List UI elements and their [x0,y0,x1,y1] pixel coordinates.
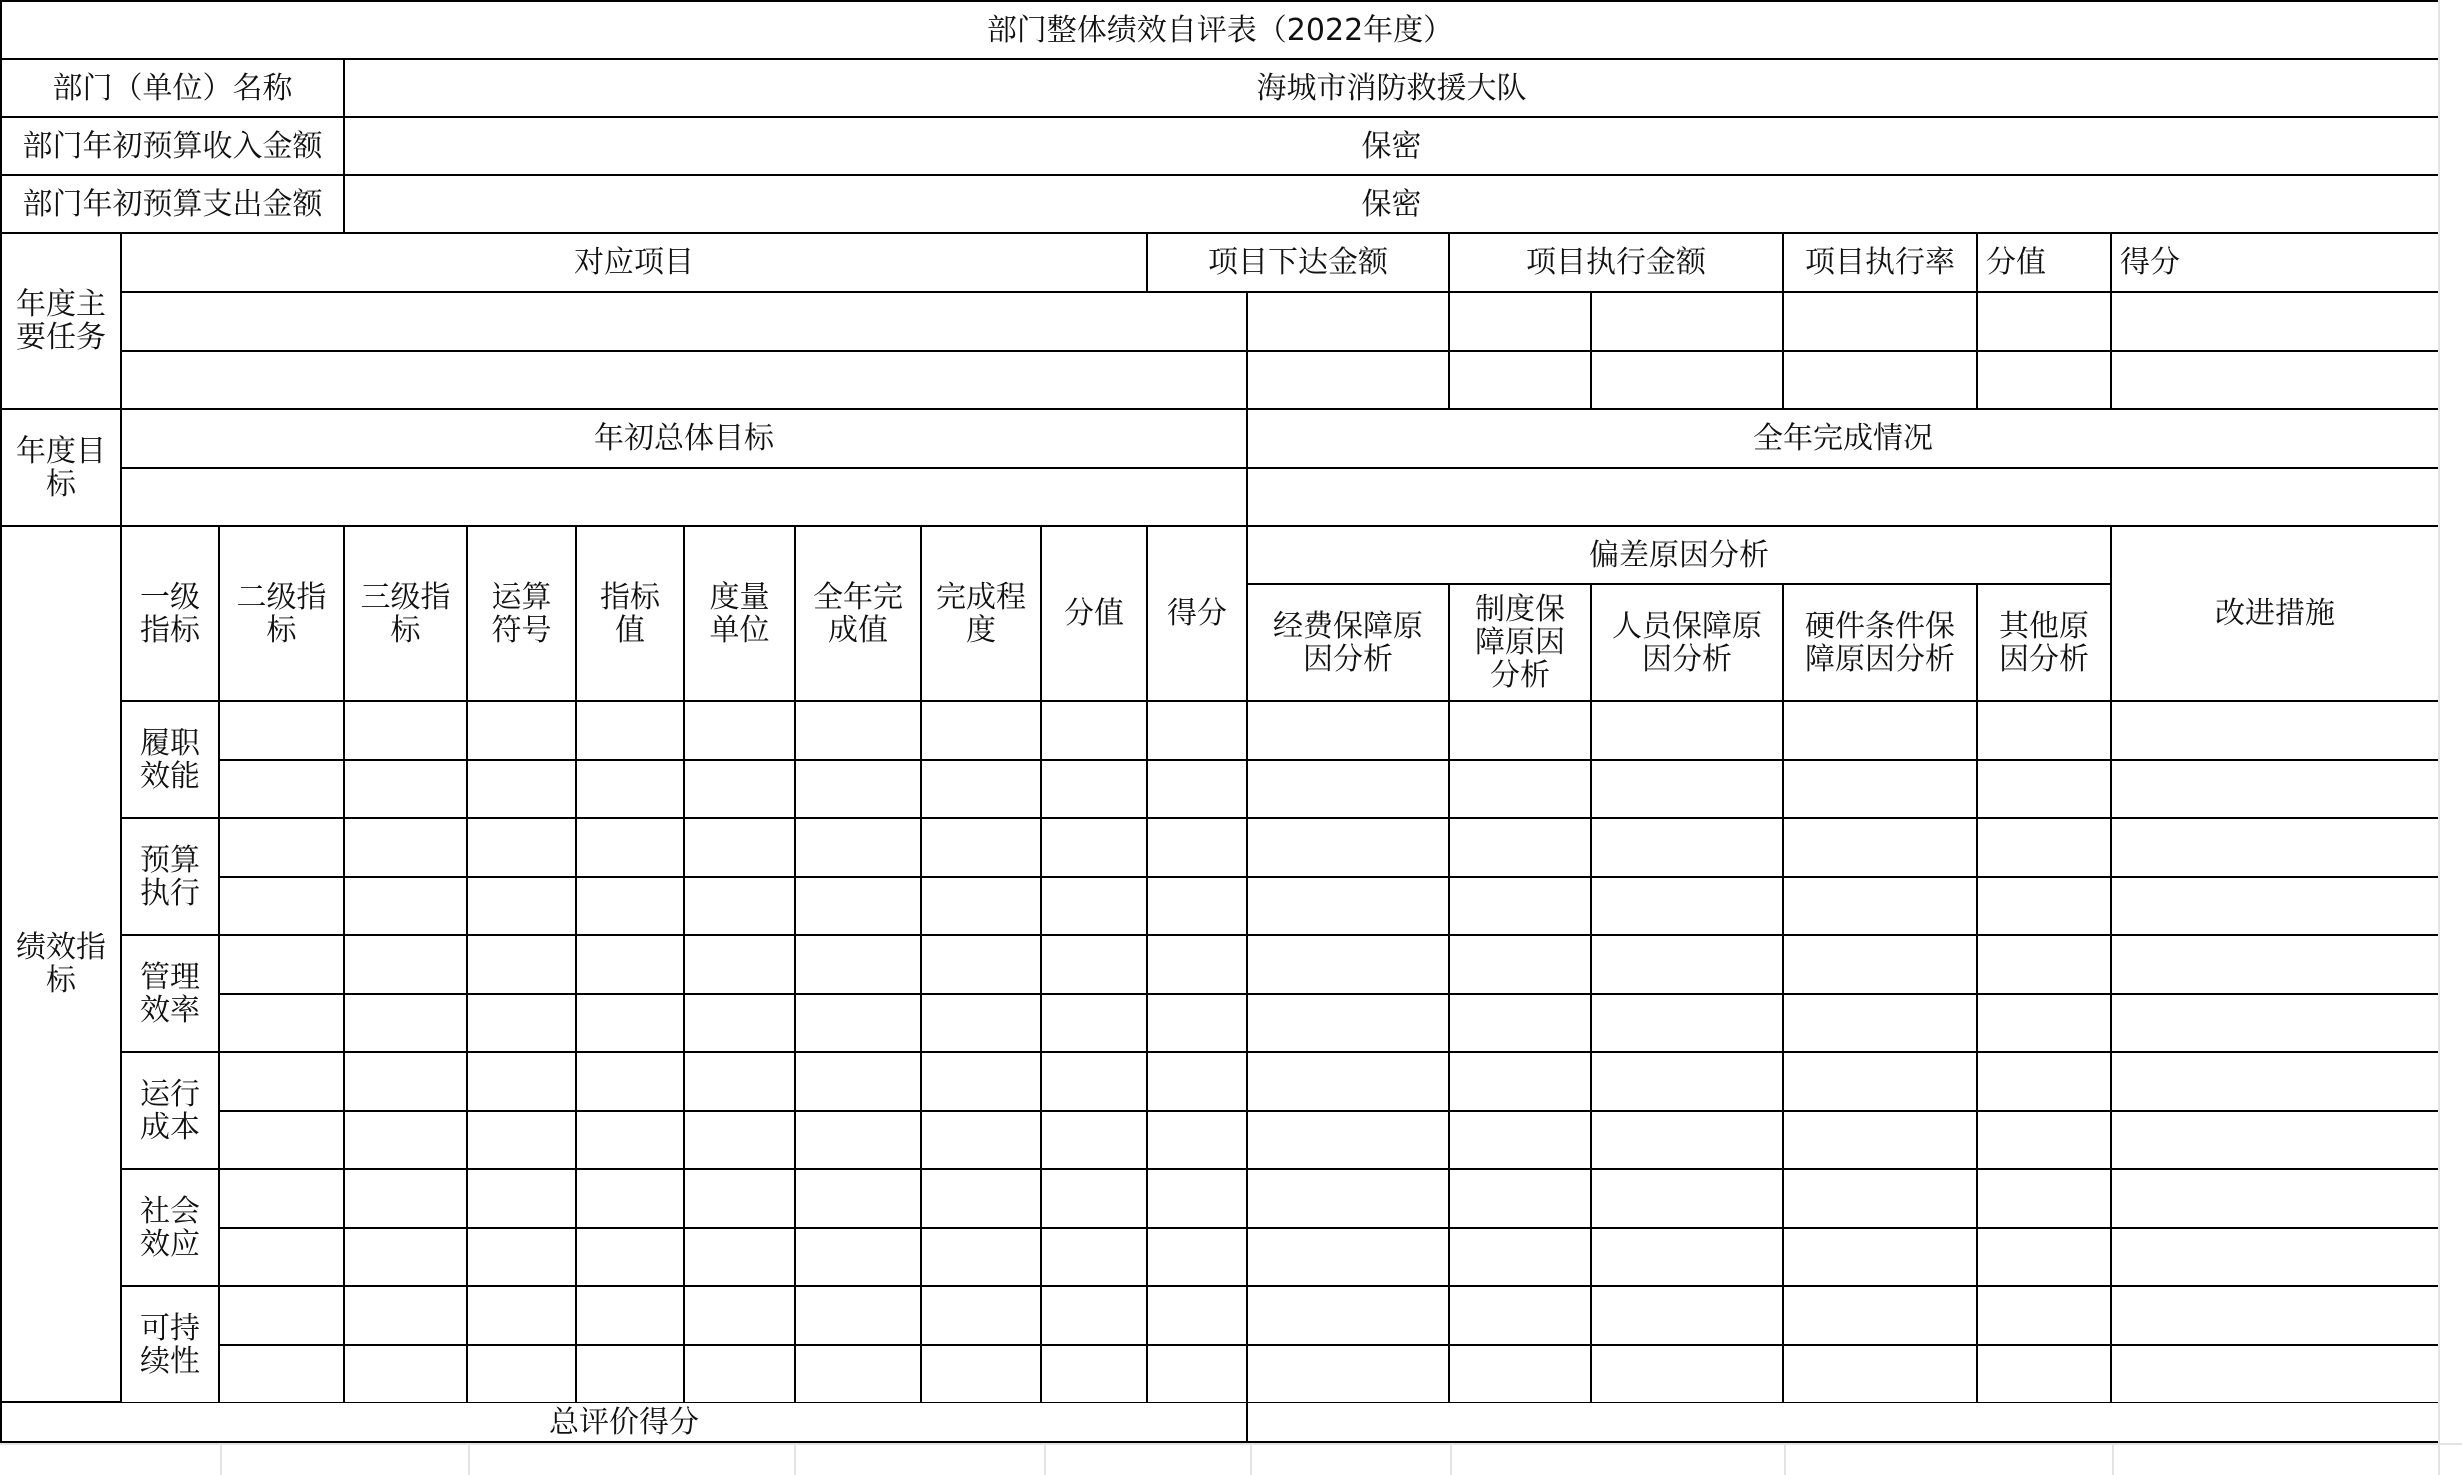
indicator-category-label: 运行 成本 [140,1076,200,1145]
indicator-data-cell[interactable] [1042,1170,1148,1229]
gridline-col-4 [1044,1445,1046,1475]
task-row-2-issued[interactable] [1248,352,1450,410]
ind-header-unit[interactable] [685,527,796,702]
indicator-data-cell[interactable] [220,936,345,995]
indicator-data-cell[interactable] [220,1170,345,1229]
indicator-data-cell[interactable] [685,1229,796,1288]
form-title-text: 部门整体绩效自评表（2022年度） [986,12,1454,48]
indicator-data-cell[interactable] [1784,1287,1978,1346]
indicator-data-cell[interactable] [796,702,922,761]
indicator-data-cell[interactable] [1148,819,1248,878]
indicator-data-cell[interactable] [685,1346,796,1405]
ind-header-improvement-text: 改进措施 [2215,596,2335,631]
indicator-data-cell[interactable] [1592,1346,1784,1405]
indicator-data-cell[interactable] [1042,1346,1148,1405]
gridline-col-2 [468,1445,470,1475]
goals-initial-goal-header[interactable] [122,410,1248,469]
task-row-1-points[interactable] [1978,293,2112,352]
indicator-data-cell[interactable] [1248,761,1450,820]
total-score-value-cell[interactable] [1248,1403,2438,1443]
indicator-data-cell[interactable] [220,1112,345,1171]
indicator-data-cell[interactable] [1148,1112,1248,1171]
indicator-data-cell[interactable] [796,1053,922,1112]
indicator-data-cell[interactable] [2112,702,2438,761]
total-score-label: 总评价得分 [549,1404,699,1440]
indicator-data-cell[interactable] [685,1170,796,1229]
indicators-section-label-text: 绩效指 标 [16,930,106,998]
indicator-data-cell[interactable] [345,702,468,761]
indicator-category-cell[interactable] [122,702,220,819]
indicator-data-cell[interactable] [2112,1170,2438,1229]
gridline-col-1 [220,1445,222,1475]
indicator-category-cell[interactable] [122,1170,220,1287]
indicator-data-cell[interactable] [468,936,577,995]
indicator-data-cell[interactable] [345,878,468,937]
ind-header-improvement[interactable] [2112,527,2438,702]
indicator-data-cell[interactable] [1784,1112,1978,1171]
indicator-data-cell[interactable] [220,1053,345,1112]
ind-header-completion-degree-text: 完成程 度 [936,579,1026,648]
ind-header-indicator-value[interactable] [577,527,685,702]
indicator-data-cell[interactable] [577,936,685,995]
indicator-data-cell[interactable] [1784,702,1978,761]
ind-header-points[interactable] [1042,527,1148,702]
indicators-section-label[interactable] [0,527,122,1403]
indicator-data-cell[interactable] [1784,1346,1978,1405]
tasks-header-issued-amount-text: 项目下达金额 [1208,245,1388,280]
indicator-data-cell[interactable] [1592,936,1784,995]
indicator-data-cell[interactable] [1042,819,1148,878]
tasks-header-issued-amount[interactable] [1148,234,1450,293]
goals-annual-completion-value[interactable] [1248,469,2438,527]
income-value: 保密 [1361,128,1422,164]
indicator-data-cell[interactable] [1450,1112,1592,1171]
tasks-section-label[interactable] [0,234,122,410]
indicator-data-cell[interactable] [796,878,922,937]
indicator-data-cell[interactable] [796,819,922,878]
ind-header-score-text: 得分 [1167,596,1227,631]
indicator-data-cell[interactable] [1978,1112,2112,1171]
indicator-data-cell[interactable] [577,702,685,761]
indicator-data-cell[interactable] [468,1287,577,1346]
task-row-1-executed-a[interactable] [1450,293,1592,352]
indicator-data-cell[interactable] [1784,819,1978,878]
indicator-data-cell[interactable] [922,1229,1042,1288]
indicator-data-cell[interactable] [1248,1229,1450,1288]
gridline-col-3 [794,1445,796,1475]
indicator-data-cell[interactable] [796,936,922,995]
indicator-data-cell[interactable] [1592,761,1784,820]
indicator-data-cell[interactable] [1450,936,1592,995]
ind-header-level1[interactable] [122,527,220,702]
indicator-data-cell[interactable] [1784,1229,1978,1288]
indicator-data-cell[interactable] [468,1229,577,1288]
total-score-label-cell[interactable] [0,1403,1248,1443]
indicator-data-cell[interactable] [1978,936,2112,995]
ind-header-unit-text: 度量 单位 [709,579,770,648]
task-row-2-score[interactable] [2112,352,2438,410]
indicator-data-cell[interactable] [1248,1287,1450,1346]
indicator-data-cell[interactable] [1148,878,1248,937]
indicator-category-label: 履职 效能 [140,725,200,794]
indicator-data-cell[interactable] [577,761,685,820]
indicator-data-cell[interactable] [1592,1112,1784,1171]
gridline-right [2438,0,2440,1475]
task-row-2-points[interactable] [1978,352,2112,410]
indicator-data-cell[interactable] [345,936,468,995]
ind-header-other-reason-text: 其他原 因分析 [1999,608,2089,677]
indicator-data-cell[interactable] [1784,1053,1978,1112]
indicator-data-cell[interactable] [685,819,796,878]
indicator-category-label: 社会 效应 [140,1193,200,1262]
indicator-data-cell[interactable] [220,878,345,937]
ind-header-hardware-reason-text: 硬件条件保 障原因分析 [1805,608,1955,677]
indicator-data-cell[interactable] [1978,1170,2112,1229]
task-row-1-score[interactable] [2112,293,2438,352]
tasks-header-execution-rate[interactable] [1784,234,1978,293]
indicator-data-cell[interactable] [922,1170,1042,1229]
ind-header-level2[interactable] [220,527,345,702]
task-row-1-project[interactable] [122,293,1248,352]
tasks-header-project-text: 对应项目 [574,245,694,280]
indicator-data-cell[interactable] [685,878,796,937]
indicator-category-cell[interactable] [122,1287,220,1404]
indicator-data-cell[interactable] [685,1112,796,1171]
ind-header-system-reason[interactable] [1450,585,1592,702]
indicator-data-cell[interactable] [1978,761,2112,820]
indicator-data-cell[interactable] [1784,1170,1978,1229]
indicator-data-cell[interactable] [2112,878,2438,937]
income-value-cell[interactable] [345,118,2438,176]
indicator-data-cell[interactable] [1248,936,1450,995]
ind-header-points-text: 分值 [1064,596,1124,631]
expense-value-cell[interactable] [345,176,2438,234]
tasks-header-points[interactable] [1978,234,2112,293]
indicator-data-cell[interactable] [1450,1346,1592,1405]
indicator-data-cell[interactable] [2112,1287,2438,1346]
indicator-data-cell[interactable] [468,702,577,761]
indicator-data-cell[interactable] [220,1346,345,1405]
ind-header-deviation-analysis[interactable] [1248,527,2112,585]
indicator-data-cell[interactable] [220,761,345,820]
indicator-data-cell[interactable] [577,1112,685,1171]
dept-value-cell[interactable] [345,60,2438,118]
indicator-data-cell[interactable] [1450,878,1592,937]
task-row-1-executed-b[interactable] [1592,293,1784,352]
ind-header-full-year-value-text: 全年完 成值 [813,579,903,648]
tasks-header-points-text: 分值 [1986,245,2046,280]
ind-header-operator-text: 运算 符号 [491,579,552,648]
indicator-data-cell[interactable] [577,1170,685,1229]
indicator-data-cell[interactable] [1042,1229,1148,1288]
indicator-data-cell[interactable] [1978,1287,2112,1346]
indicator-category-label: 可持 续性 [140,1310,200,1379]
ind-header-operator[interactable] [468,527,577,702]
ind-header-full-year-value[interactable] [796,527,922,702]
indicator-data-cell[interactable] [345,761,468,820]
indicator-data-cell[interactable] [577,1053,685,1112]
ind-header-hardware-reason[interactable] [1784,585,1978,702]
indicator-data-cell[interactable] [1978,1229,2112,1288]
tasks-header-score[interactable] [2112,234,2438,293]
task-row-2-executed-a[interactable] [1450,352,1592,410]
indicator-data-cell[interactable] [220,702,345,761]
indicator-category-label: 预算 执行 [140,842,200,911]
indicator-data-cell[interactable] [922,761,1042,820]
indicator-data-cell[interactable] [796,1287,922,1346]
indicator-data-cell[interactable] [1592,1229,1784,1288]
indicator-data-cell[interactable] [1042,761,1148,820]
indicator-data-cell[interactable] [1450,1229,1592,1288]
indicator-data-cell[interactable] [685,936,796,995]
indicator-data-cell[interactable] [1248,878,1450,937]
indicator-data-cell[interactable] [685,1287,796,1346]
dept-label: 部门（单位）名称 [52,70,293,106]
indicator-data-cell[interactable] [1248,1112,1450,1171]
goals-annual-completion-text: 全年完成情况 [1753,421,1933,456]
expense-label: 部门年初预算支出金额 [22,186,323,222]
indicator-data-cell[interactable] [796,995,922,1054]
indicator-data-cell[interactable] [796,1229,922,1288]
indicator-data-cell[interactable] [345,1170,468,1229]
indicator-data-cell[interactable] [922,702,1042,761]
ind-header-score[interactable] [1148,527,1248,702]
indicator-data-cell[interactable] [345,1287,468,1346]
ind-header-personnel-reason-text: 人员保障原 因分析 [1612,608,1762,677]
indicator-data-cell[interactable] [1592,1053,1784,1112]
indicator-data-cell[interactable] [345,995,468,1054]
indicator-data-cell[interactable] [1978,819,2112,878]
indicator-data-cell[interactable] [345,1346,468,1405]
tasks-header-score-text: 得分 [2120,245,2180,280]
ind-header-level2-text: 二级指 标 [236,579,327,648]
indicator-data-cell[interactable] [468,878,577,937]
indicator-data-cell[interactable] [1248,1346,1450,1405]
ind-header-system-reason-text: 制度保 障原因 分析 [1475,592,1565,693]
indicator-data-cell[interactable] [922,1346,1042,1405]
task-row-2-project[interactable] [122,352,1248,410]
expense-value: 保密 [1361,186,1422,222]
task-row-2-executed-b[interactable] [1592,352,1784,410]
indicator-data-cell[interactable] [922,936,1042,995]
indicator-data-cell[interactable] [577,995,685,1054]
gridline-col-6 [1450,1445,1452,1475]
indicator-data-cell[interactable] [1148,702,1248,761]
indicator-data-cell[interactable] [922,1112,1042,1171]
indicator-data-cell[interactable] [1784,936,1978,995]
indicator-data-cell[interactable] [1148,1229,1248,1288]
indicator-data-cell[interactable] [685,995,796,1054]
indicator-data-cell[interactable] [468,1112,577,1171]
ind-header-completion-degree[interactable] [922,527,1042,702]
form-title[interactable] [0,0,2438,60]
indicator-data-cell[interactable] [2112,936,2438,995]
indicator-data-cell[interactable] [468,1346,577,1405]
indicator-data-cell[interactable] [1042,995,1148,1054]
indicator-data-cell[interactable] [1042,1287,1148,1346]
indicator-category-label: 管理 效率 [140,959,200,1028]
goals-initial-goal-value[interactable] [122,469,1248,527]
indicator-data-cell[interactable] [922,995,1042,1054]
indicator-data-cell[interactable] [1450,819,1592,878]
indicator-data-cell[interactable] [468,995,577,1054]
gridline-bottom-1 [0,1443,2462,1445]
indicator-data-cell[interactable] [468,1170,577,1229]
indicator-data-cell[interactable] [1148,1287,1248,1346]
indicator-data-cell[interactable] [1148,1346,1248,1405]
indicator-data-cell[interactable] [1784,878,1978,937]
indicator-data-cell[interactable] [1978,702,2112,761]
indicator-data-cell[interactable] [345,1229,468,1288]
indicator-data-cell[interactable] [1450,761,1592,820]
indicator-data-cell[interactable] [1248,702,1450,761]
indicator-data-cell[interactable] [1042,702,1148,761]
dept-value: 海城市消防救援大队 [1256,70,1527,106]
indicator-data-cell[interactable] [1450,702,1592,761]
goals-annual-completion-header[interactable] [1248,410,2438,469]
indicator-data-cell[interactable] [577,1229,685,1288]
indicator-data-cell[interactable] [1042,1053,1148,1112]
indicator-data-cell[interactable] [468,1053,577,1112]
indicator-data-cell[interactable] [1592,702,1784,761]
indicator-data-cell[interactable] [1978,878,2112,937]
indicator-data-cell[interactable] [1450,1053,1592,1112]
indicator-data-cell[interactable] [1592,1170,1784,1229]
indicator-data-cell[interactable] [1978,1053,2112,1112]
indicator-data-cell[interactable] [1784,761,1978,820]
indicator-data-cell[interactable] [1148,936,1248,995]
indicator-data-cell[interactable] [2112,1112,2438,1171]
tasks-header-executed-amount-text: 项目执行金额 [1526,245,1706,280]
indicator-data-cell[interactable] [1978,1346,2112,1405]
expense-label-cell[interactable] [0,176,345,234]
tasks-header-project[interactable] [122,234,1148,293]
indicator-data-cell[interactable] [796,1346,922,1405]
indicator-data-cell[interactable] [685,702,796,761]
ind-header-other-reason[interactable] [1978,585,2112,702]
indicator-data-cell[interactable] [220,819,345,878]
tasks-header-execution-rate-text: 项目执行率 [1805,245,1955,280]
indicator-data-cell[interactable] [577,1287,685,1346]
indicator-data-cell[interactable] [2112,1346,2438,1405]
indicator-data-cell[interactable] [1042,1112,1148,1171]
indicator-data-cell[interactable] [1450,1170,1592,1229]
indicator-data-cell[interactable] [1248,1170,1450,1229]
gridline-col-8 [2112,1445,2114,1475]
ind-header-deviation-analysis-text: 偏差原因分析 [1589,537,1769,573]
indicator-data-cell[interactable] [1592,878,1784,937]
ind-header-level3-text: 三级指 标 [360,579,451,648]
indicator-data-cell[interactable] [1248,819,1450,878]
indicator-data-cell[interactable] [577,878,685,937]
indicator-data-cell[interactable] [1978,995,2112,1054]
ind-header-level1-text: 一级 指标 [140,579,200,648]
indicator-data-cell[interactable] [2112,1053,2438,1112]
indicator-data-cell[interactable] [1042,878,1148,937]
goals-initial-goal-text: 年初总体目标 [594,421,774,456]
indicator-data-cell[interactable] [685,1053,796,1112]
gridline-col-7 [1784,1445,1786,1475]
indicator-data-cell[interactable] [2112,1229,2438,1288]
goals-section-label[interactable] [0,410,122,527]
indicator-data-cell[interactable] [1148,1053,1248,1112]
indicator-data-cell[interactable] [220,1287,345,1346]
ind-header-funding-reason[interactable] [1248,585,1450,702]
task-row-1-rate[interactable] [1784,293,1978,352]
indicator-data-cell[interactable] [1592,819,1784,878]
task-row-2-rate[interactable] [1784,352,1978,410]
ind-header-funding-reason-text: 经费保障原 因分析 [1273,608,1423,677]
tasks-section-label-text: 年度主 要任务 [16,287,106,355]
indicator-data-cell[interactable] [796,1112,922,1171]
indicator-data-cell[interactable] [685,761,796,820]
indicator-category-cell[interactable] [122,936,220,1053]
indicator-data-cell[interactable] [922,878,1042,937]
indicator-data-cell[interactable] [796,761,922,820]
indicator-data-cell[interactable] [1784,995,1978,1054]
indicator-data-cell[interactable] [345,1053,468,1112]
income-label: 部门年初预算收入金额 [22,128,323,164]
goals-section-label-text: 年度目 标 [16,433,106,502]
indicator-data-cell[interactable] [1450,1287,1592,1346]
indicator-data-cell[interactable] [2112,995,2438,1054]
indicator-data-cell[interactable] [2112,819,2438,878]
indicator-data-cell[interactable] [220,995,345,1054]
gridline-col-5 [1250,1445,1252,1475]
task-row-1-issued[interactable] [1248,293,1450,352]
indicator-data-cell[interactable] [1450,995,1592,1054]
indicator-data-cell[interactable] [1248,1053,1450,1112]
indicator-data-cell[interactable] [1248,995,1450,1054]
indicator-data-cell[interactable] [922,819,1042,878]
indicator-data-cell[interactable] [345,1112,468,1171]
indicator-category-cell[interactable] [122,819,220,936]
indicator-data-cell[interactable] [796,1170,922,1229]
indicator-data-cell[interactable] [1042,936,1148,995]
indicator-data-cell[interactable] [1592,995,1784,1054]
indicator-data-cell[interactable] [1148,761,1248,820]
indicator-data-cell[interactable] [2112,761,2438,820]
ind-header-indicator-value-text: 指标 值 [600,579,660,648]
indicator-data-cell[interactable] [468,761,577,820]
indicator-data-cell[interactable] [577,1346,685,1405]
dept-label-cell[interactable] [0,60,345,118]
indicator-category-cell[interactable] [122,1053,220,1170]
ind-header-personnel-reason[interactable] [1592,585,1784,702]
indicator-data-cell[interactable] [345,819,468,878]
income-label-cell[interactable] [0,118,345,176]
indicator-data-cell[interactable] [468,819,577,878]
indicator-data-cell[interactable] [1148,995,1248,1054]
tasks-header-executed-amount[interactable] [1450,234,1784,293]
indicator-data-cell[interactable] [220,1229,345,1288]
indicator-data-cell[interactable] [922,1053,1042,1112]
indicator-data-cell[interactable] [577,819,685,878]
indicator-data-cell[interactable] [1148,1170,1248,1229]
indicator-data-cell[interactable] [922,1287,1042,1346]
indicator-data-cell[interactable] [1592,1287,1784,1346]
ind-header-level3[interactable] [345,527,468,702]
